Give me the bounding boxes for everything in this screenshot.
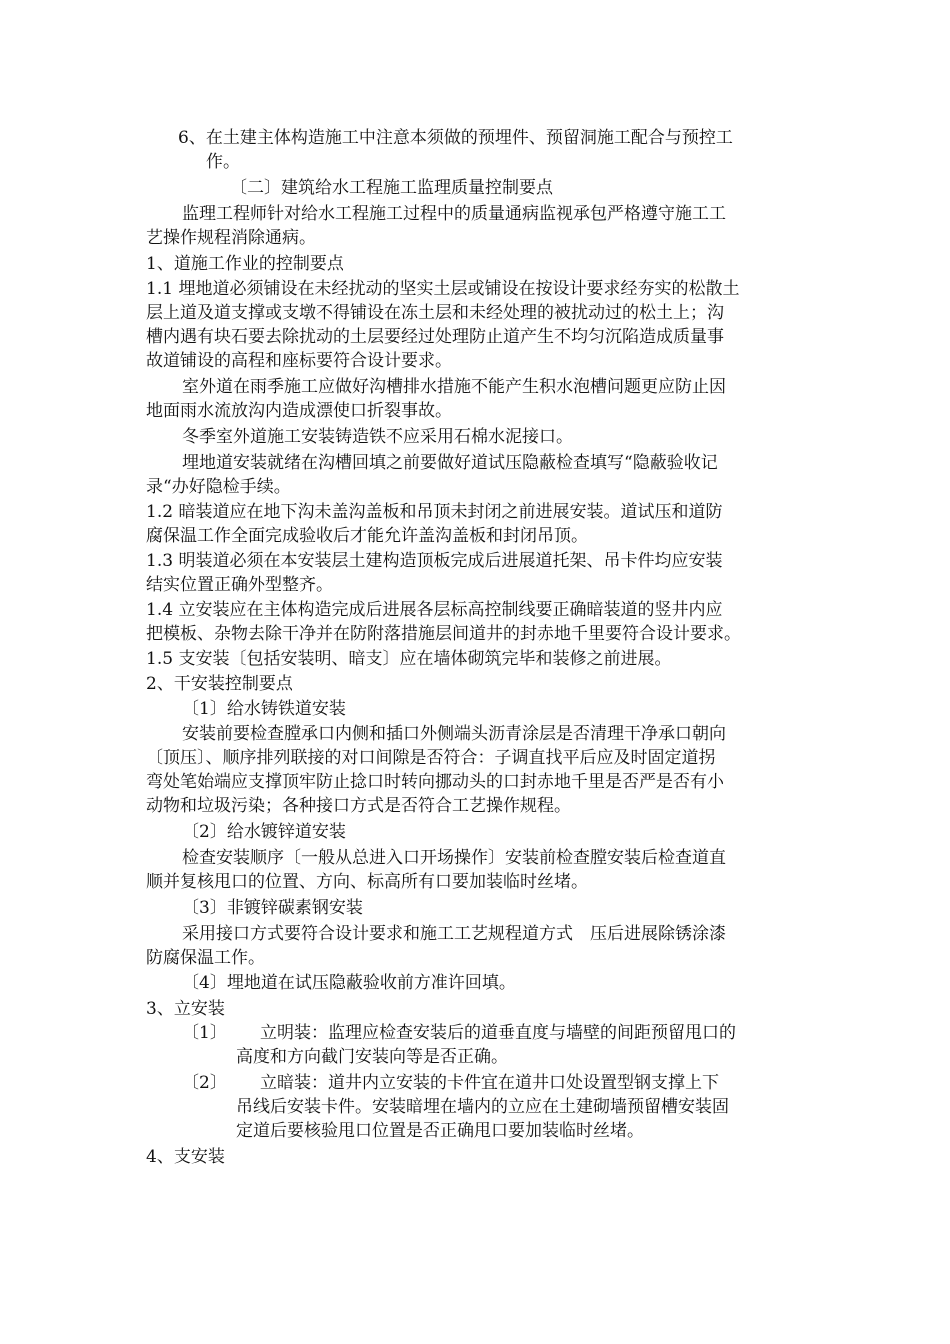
winter-paragraph: 冬季室外道施工安装铸造铁不应采用石棉水泥接口。 — [182, 427, 573, 447]
sub1-line-3: 弯处笔始端应支撑顶牢防止捻口时转向挪动头的口封赤地千里是否严是否有小 — [146, 772, 724, 792]
p1-1-line-3: 槽内遇有块石要去除扰动的土层要经过处理防止道产生不均匀沉陷造成质量事 — [146, 327, 724, 347]
item-3-1-line-2: 高度和方向截门安装向等是否正确。 — [236, 1047, 508, 1067]
intro-line-2: 艺操作规程消除通病。 — [146, 228, 316, 248]
heading-2: 2、干安装控制要点 — [146, 674, 293, 694]
outdoor-line-1: 室外道在雨季施工应做好沟槽排水措施不能产生积水泡槽问题更应防止因 — [182, 377, 726, 397]
item-3-2-marker: 〔2〕 — [182, 1073, 227, 1093]
outdoor-line-2: 地面雨水流放沟内造成漂使口折裂事故。 — [146, 401, 452, 421]
sub1-line-4: 动物和垃圾污染；各种接口方式是否符合工艺操作规程。 — [146, 796, 571, 816]
p1-1-line-2: 层上道及道支撑或支墩不得铺设在冻土层和未经处理的被扰动过的松土上；沟 — [146, 303, 724, 323]
sub2-line-2: 顺并复核甩口的位置、方向、标高所有口要加装临时丝堵。 — [146, 872, 588, 892]
heading-1: 1、道施工作业的控制要点 — [146, 254, 344, 274]
p1-3-line-2: 结实位置正确外型整齐。 — [146, 575, 333, 595]
sub1-line-1: 安装前要检查膛承口内侧和插口外侧端头沥青涂层是否清理干净承口朝向 — [182, 724, 726, 744]
item-3-2-line-3: 定道后要核验甩口位置是否正确甩口要加装临时丝堵。 — [236, 1121, 644, 1141]
section-heading: 〔二〕建筑给水工程施工监理质量控制要点 — [230, 178, 553, 198]
p1-5: 1.5 支安装〔包括安装明、暗支〕应在墙体砌筑完毕和装修之前进展。 — [146, 649, 672, 669]
item-6-line-2: 作。 — [206, 152, 240, 172]
subheading-3: 〔3〕非镀锌碳素钢安装 — [182, 898, 363, 918]
sub1-line-2: 〔顶压〕、顺序排列联接的对口间隙是否符合：子调直找平后应及时固定道拐 — [146, 748, 716, 768]
intro-line-1: 监理工程师针对给水工程施工过程中的质量通病监视承包严格遵守施工工 — [182, 204, 726, 224]
p1-3-line-1: 1.3 明装道必须在本安装层土建构造顶板完成后进展道托架、吊卡件均应安装 — [146, 551, 723, 571]
item-3-1-line-1: 立明装：监理应检查安装后的道垂直度与墙壁的间距预留甩口的 — [260, 1023, 736, 1043]
p1-4-line-1: 1.4 立安装应在主体构造完成后进展各层标高控制线要正确暗装道的竖井内应 — [146, 600, 723, 620]
sub3-line-1: 采用接口方式要符合设计要求和施工工艺规程道方式 压后进展除锈涂漆 — [182, 924, 726, 944]
subheading-1: 〔1〕给水铸铁道安装 — [182, 699, 346, 719]
p1-2-line-1: 1.2 暗装道应在地下沟未盖沟盖板和吊顶未封闭之前进展安装。道试压和道防 — [146, 502, 723, 522]
item-3-1-marker: 〔1〕 — [182, 1023, 227, 1043]
subheading-2: 〔2〕给水镀锌道安装 — [182, 822, 346, 842]
subheading-4: 〔4〕埋地道在试压隐蔽验收前方准许回填。 — [182, 973, 516, 993]
heading-4: 4、支安装 — [146, 1147, 225, 1167]
buried-line-2: 录“办好隐检手续。 — [146, 477, 291, 497]
p1-2-line-2: 腐保温工作全面完成验收后才能允许盖沟盖板和封闭吊顶。 — [146, 526, 588, 546]
item-3-2-line-1: 立暗装：道井内立安装的卡件宜在道井口处设置型钢支撑上下 — [260, 1073, 719, 1093]
buried-line-1: 埋地道安装就绪在沟槽回填之前要做好道试压隐蔽检查填写“隐蔽验收记 — [182, 453, 718, 473]
p1-1-line-1: 1.1 埋地道必须铺设在未经扰动的坚实土层或铺设在按设计要求经夯实的松散土 — [146, 279, 740, 299]
item-3-2-line-2: 吊线后安装卡件。安装暗埋在墙内的立应在土建砌墙预留槽安装固 — [236, 1097, 729, 1117]
item-6-line-1: 6、在土建主体构造施工中注意本须做的预埋件、预留洞施工配合与预控工 — [178, 128, 733, 148]
heading-3: 3、立安装 — [146, 999, 225, 1019]
sub3-line-2: 防腐保温工作。 — [146, 948, 265, 968]
p1-4-line-2: 把模板、杂物去除干净并在防附落措施层间道井的封赤地千里要符合设计要求。 — [146, 624, 741, 644]
sub2-line-1: 检查安装顺序〔一般从总进入口开场操作〕安装前检查膛安装后检查道直 — [182, 848, 726, 868]
p1-1-line-4: 故道铺设的高程和座标要符合设计要求。 — [146, 351, 452, 371]
